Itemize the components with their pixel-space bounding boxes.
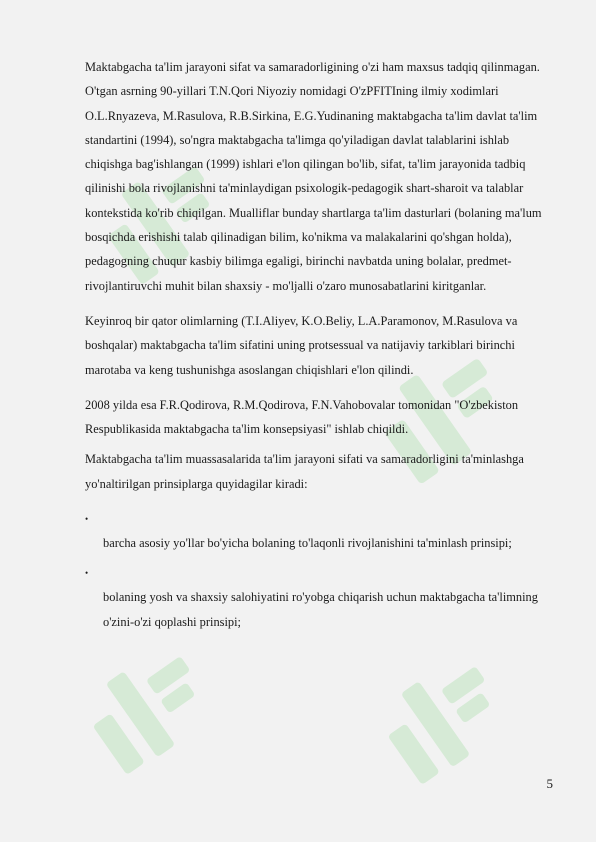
bullet-marker: •: [85, 514, 89, 525]
watermark-logo-icon: [70, 630, 220, 780]
paragraph: 2008 yilda esa F.R.Qodirova, R.M.Qodirova, F.N.Vahobovalar tomonidan "O'zbekiston Respublikasida maktabgacha ta'lim konsepsiyasi" ishlab chiqildi.: [85, 397, 519, 437]
paragraph: Maktabgacha ta'lim jarayoni sifat va samaradorligining o'zi ham maxsus tadqiq qilinmagan. O'tgan asrning 90-yillari T.N.Qori Niyoziy nomidagi O'zPFITIning ilmiy xodimlari O.L.Rnyazeva, M.Rasulova, R.B.Sirkina, E.G.Yudinaning maktabgacha ta'lim davlat ta'lim standartini (1994), so'ngra maktabgacha ta'limga qo'yiladigan davlat talablarini ishlab chiqishga bag'ishlangan (1999) ishlari e'lon qilingan bo'lib, sifat, ta'lim jarayonida tadbiq qilinishi bola rivojlanishni ta'minlaydigan psixologik-pedagogik shart-sharoit va talablar kontekstida ko'rib chiqilgan. Mualliflar bunday shartlarga ta'lim dasturlari (bolaning ma'lum bosqichda erishishi talab qilinadigan bilim, ko'nikma va malakalarini qo'shgan holda), pedagogning chuqur kasbiy bilimga egaligi, birinchi navbatda uning bolalar, predmet-rivojlantiruvchi muhit bilan shaxsiy - mo'ljalli o'zaro munosabatlarini kiritganlar.: [85, 60, 542, 293]
list-item-text: bolaning yosh va shaxsiy salohiyatini ro'yobga chiqarish uchun maktabgacha ta'limning o'zini-o'zi qoplashi prinsipi;: [103, 590, 538, 629]
document-body: [85, 55, 543, 640]
list-item: [85, 561, 543, 634]
watermark-logo-icon: [365, 640, 515, 790]
bullet-marker: •: [85, 568, 89, 579]
list-item-text: barcha asosiy yo'llar bo'yicha bolaning to'laqonli rivojlanishini ta'minlash prinsipi;: [103, 536, 512, 551]
paragraph: Keyinroq bir qator olimlarning (T.I.Aliyev, K.O.Beliy, L.A.Paramonov, M.Rasulova va boshqalar) maktabgacha ta'lim sifatini uning protsessual va natijaviy tarkiblari birinchi marotaba va keng tushunishga asoslangan chiqishlari e'lon qilindi.: [85, 313, 518, 377]
list-item: [85, 507, 543, 555]
page-number: 5: [546, 776, 553, 791]
paragraph: Maktabgacha ta'lim muassasalarida ta'lim jarayoni sifati va samaradorligini ta'minlashga yo'naltirilgan prinsiplarga quyidagilar kiradi:: [85, 452, 524, 491]
